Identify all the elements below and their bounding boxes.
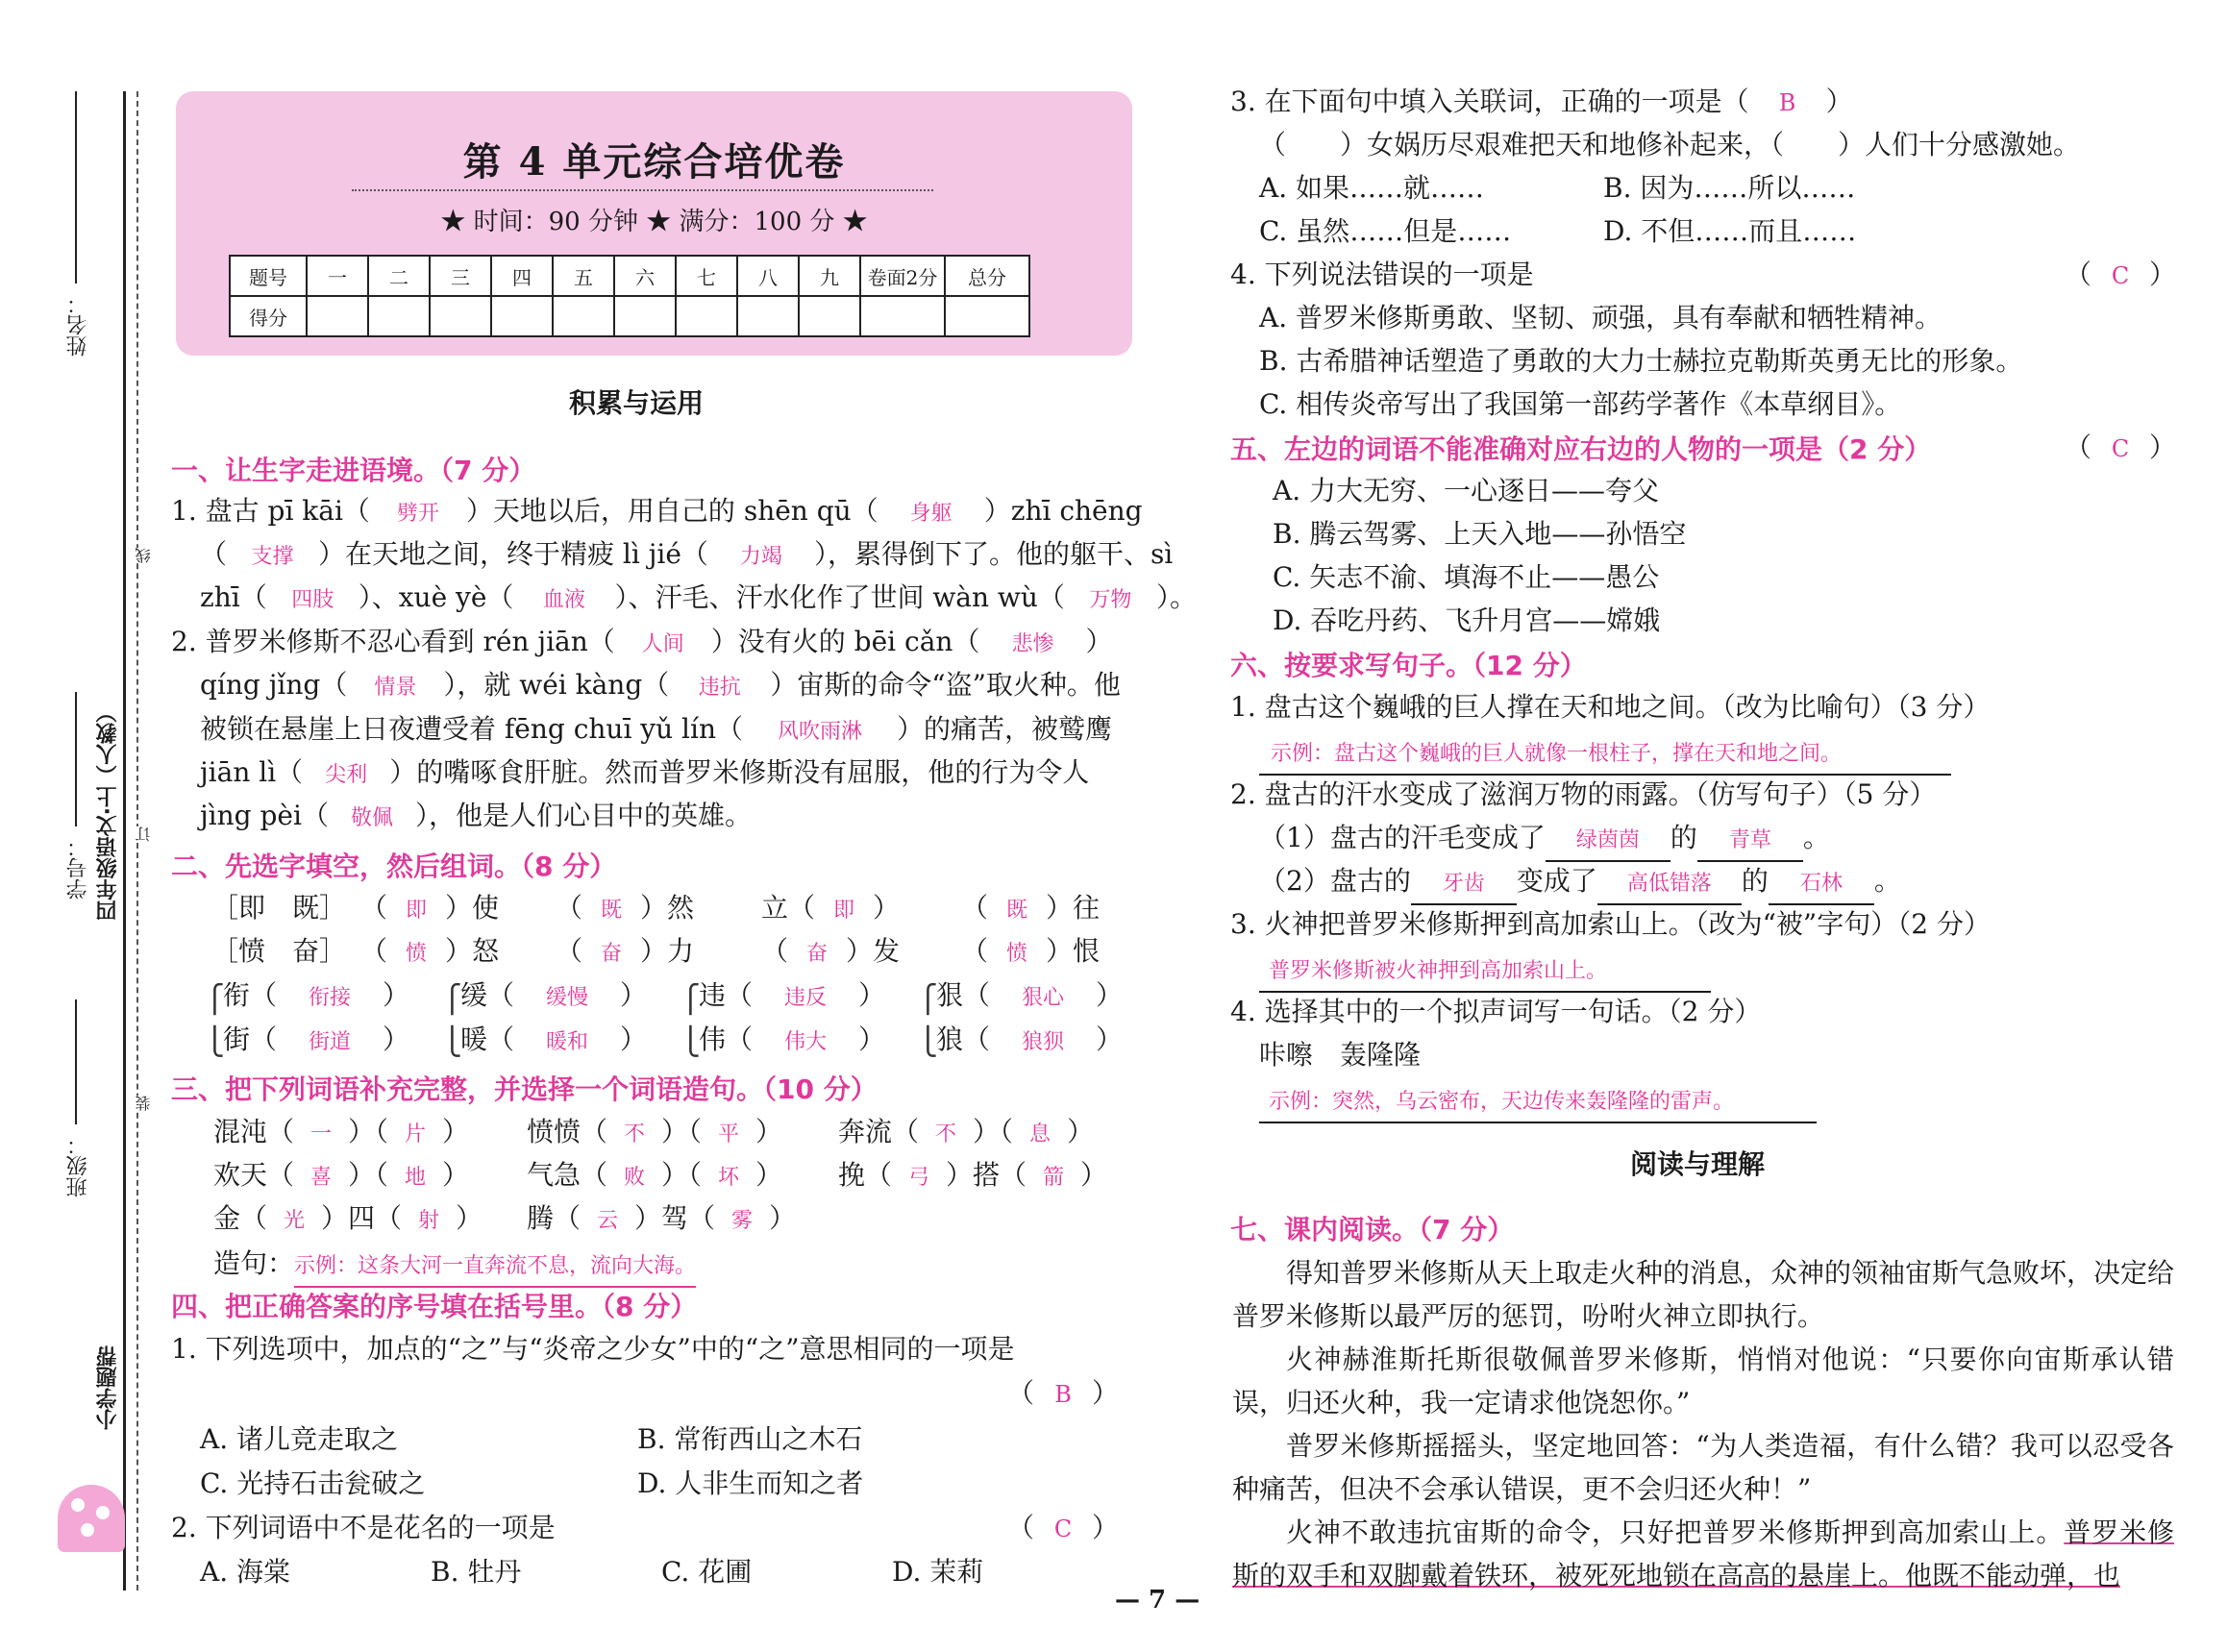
s2-row: ［愤 奋］: [211, 935, 347, 967]
section4-title: 四、把正确答案的序号填在括号里。（8 分）: [171, 1291, 698, 1322]
name-label: 姓名：: [66, 293, 90, 357]
s4-q1-answer-box: （ B ）: [1007, 1377, 1120, 1409]
section1-title: 一、让生字走进语境。（7 分）: [171, 455, 536, 486]
score-input-cell[interactable]: [614, 296, 676, 336]
s4-q1-option: B. 常衔西山之木石: [637, 1423, 863, 1455]
s2-item: （ 奋 ）力: [556, 935, 695, 967]
s4-q2-option: D. 茉莉: [892, 1556, 984, 1588]
s5-option: C. 矢志不渝、填海不止——愚公: [1273, 561, 1660, 593]
id-label: 学号：: [66, 836, 90, 900]
s2-pair: 违（ 违反 ）: [699, 979, 886, 1011]
s6-q3-answer-line: 普罗米修斯被火神押到高加索山上。: [1259, 949, 1711, 993]
s6-q3: 3. 火神把普罗米修斯押到高加索山上。（改为“被”字句）（2 分）: [1230, 908, 1991, 940]
s4-q1-option: A. 诸儿竞走取之: [200, 1423, 399, 1455]
s4-q2: 2. 下列词语中不是花名的一项是: [171, 1512, 556, 1543]
s4-q1-option: D. 人非生而知之者: [637, 1467, 864, 1499]
s2-item: （ 愤 ）恨: [961, 935, 1101, 967]
s4-q3-option: B. 因为……所以……: [1603, 172, 1856, 204]
reading-paragraph: 火神赫淮斯托斯很敬佩普罗米修斯，悄悄对他说：“只要你向宙斯承认错误，归还火种，我一定请求他饶恕你。”: [1232, 1344, 2174, 1418]
s4-q2-option: C. 花圃: [661, 1556, 753, 1588]
answer: 力竭: [739, 545, 782, 569]
s5-option: B. 腾云驾雾、上天入地——孙悟空: [1273, 518, 1687, 550]
brace-icon: ⎧ ⎩: [205, 983, 225, 1057]
score-input-cell[interactable]: [553, 296, 614, 336]
s3-item: 气急（ 败 ）（ 坏 ）: [527, 1159, 783, 1191]
s2-item: （ 既 ）往: [961, 892, 1101, 924]
s5-answer-box: （ C ）: [2065, 431, 2177, 463]
brace-icon: ⎧ ⎩: [680, 983, 701, 1057]
s1-line: qíng jǐng（ 情景 ），就 wéi kàng（ 违抗 ）宙斯的命令“盗”取火种。他: [200, 669, 1121, 701]
s6-q4-answer-line: 示例：突然，乌云密布，天边传来轰隆隆的雷声。: [1259, 1080, 1817, 1123]
title-divider: [352, 189, 933, 191]
answer: 悲惨: [1011, 632, 1054, 656]
brand-label: 小学题帮: [96, 1345, 120, 1430]
s6-q2b: （2）盘古的 牙齿 变成了 高低错落 的 石林 。: [1259, 862, 1901, 905]
score-row-label: 得分: [230, 296, 307, 336]
answer: 风吹雨淋: [777, 720, 862, 744]
s4-q1: 1. 下列选项中，加点的“之”与“炎帝之少女”中的“之”意思相同的一项是: [171, 1333, 1015, 1365]
mushroom-logo-icon: [58, 1485, 125, 1552]
s2-pair: 狠（ 狠心 ）: [936, 979, 1124, 1011]
answer: 劈开: [396, 502, 439, 526]
s4-q3: 3. 在下面句中填入关联词，正确的一项是（ B ）: [1230, 86, 1853, 117]
class-field[interactable]: [75, 999, 77, 1124]
s2-pair: 伟（ 伟大 ）: [699, 1023, 886, 1055]
score-cell: 卷面2分: [860, 256, 945, 296]
underlined-sentence: 普罗米修斯的双手和双脚戴着铁环，被死死地锁在高高的悬崖上。他既不能动弹，也: [1232, 1516, 2174, 1591]
cut-mark-fold: 装: [135, 1096, 153, 1111]
answer: 敬佩: [350, 806, 393, 830]
answer: 血液: [542, 588, 585, 612]
s4-q2-option: B. 牡丹: [431, 1556, 522, 1588]
s4-q4-option: C. 相传炎帝写出了我国第一部药学著作《本草纲目》。: [1259, 388, 1902, 420]
s1-line: （ 支撑 ）在天地之间，终于精疲 lì jié（ 力竭 ），累得倒下了。他的躯干、sì: [200, 538, 1174, 570]
s1-line: jiān lì（ 尖利 ）的嘴啄食肝脏。然而普罗米修斯没有屈服，他的行为令人: [200, 756, 1090, 788]
score-cell: 九: [799, 256, 860, 296]
page-number: — 7 —: [1115, 1586, 1200, 1615]
s4-q3-option: C. 虽然……但是……: [1259, 215, 1512, 247]
s4-q2-answer-box: （ C ）: [1007, 1512, 1120, 1543]
section3-title: 三、把下列词语补充完整，并选择一个词语造句。（10 分）: [171, 1073, 878, 1105]
s4-q3-sentence: （ ）女娲历尽艰难把天和地修补起来，（ ）人们十分感激她。: [1259, 129, 2081, 160]
score-cell: 七: [676, 256, 737, 296]
score-table-score-row: [230, 296, 1029, 336]
section2-title: 二、先选字填空，然后组词。（8 分）: [171, 851, 617, 882]
cut-mark-bind: 订: [135, 826, 153, 842]
score-cell: 二: [368, 256, 430, 296]
score-input-cell[interactable]: [676, 296, 737, 336]
score-cell: 六: [614, 256, 676, 296]
answer: 情景: [374, 676, 417, 700]
header-box: [176, 91, 1132, 356]
s4-q1-option: C. 光持石击瓮破之: [200, 1467, 426, 1499]
brace-icon: ⎧ ⎩: [918, 983, 938, 1057]
s2-pair: 狼（ 狼狈 ）: [936, 1023, 1124, 1055]
page-subtitle: ★ 时间：90 分钟 ★ 满分：100 分 ★: [440, 208, 868, 236]
score-input-cell[interactable]: [737, 296, 799, 336]
s3-item: 腾（ 云 ）驾（ 雾 ）: [527, 1202, 797, 1234]
score-input-cell[interactable]: [860, 296, 945, 336]
score-input-cell[interactable]: [430, 296, 491, 336]
s6-q4-words: 咔嚓 轰隆隆: [1259, 1039, 1422, 1071]
s2-item: （ 即 ）使: [360, 892, 500, 924]
s2-pair: 街（ 街道 ）: [223, 1023, 410, 1055]
reading-paragraph: 普罗米修斯摇摇头，坚定地回答：“为人类造福，有什么错？我可以忍受各种痛苦，但决不会承认错误，更不会归还火种！”: [1232, 1430, 2174, 1505]
s3-item: 挽（ 弓 ）搭（ 箭 ）: [838, 1159, 1108, 1191]
s3-item: 欢天（ 喜 ）（ 地 ）: [213, 1159, 470, 1191]
score-input-cell[interactable]: [368, 296, 430, 336]
s5-option: A. 力大无穷、一心逐日——夸父: [1273, 475, 1660, 506]
s3-item: 奔流（ 不 ）（ 息 ）: [838, 1116, 1095, 1147]
score-input-cell[interactable]: [491, 296, 553, 336]
score-input-cell[interactable]: [307, 296, 368, 336]
s1-line: 被锁在悬崖上日夜遭受着 fēng chuī yǔ lín（ 风吹雨淋 ）的痛苦，被鹫鹰: [200, 713, 1113, 745]
score-cell: 总分: [945, 256, 1029, 296]
s2-pair: 缓（ 缓慢 ）: [460, 979, 648, 1011]
sentence-answer: 示例：这条大河一直奔流不息，流向大海。: [294, 1254, 697, 1278]
name-field[interactable]: [75, 91, 77, 284]
score-table: [229, 255, 1030, 337]
section7-title: 七、课内阅读。（7 分）: [1230, 1214, 1515, 1245]
s1-line: 1. 盘古 pī kāi（ 劈开 ）天地以后，用自己的 shēn qū（ 身躯 ）zhī chēng: [171, 495, 1143, 527]
cut-mark-line: 线: [135, 548, 153, 563]
s5-option: D. 吞吃丹药、飞升月宫——嫦娥: [1273, 604, 1661, 636]
answer: 违抗: [698, 676, 741, 700]
s6-q1: 1. 盘古这个巍峨的巨人撑在天和地之间。（改为比喻句）（3 分）: [1230, 691, 1991, 723]
score-input-cell[interactable]: [945, 296, 1029, 336]
s2-pair: 衔（ 衔接 ）: [223, 979, 410, 1011]
brace-icon: ⎧ ⎩: [442, 983, 462, 1057]
score-cell: 一: [307, 256, 368, 296]
section5-title: 五、左边的词语不能准确对应右边的人物的一项是（2 分）: [1230, 433, 1932, 465]
answer: 人间: [641, 632, 684, 656]
s3-item: 愤愤（ 不 ）（ 平 ）: [527, 1116, 783, 1147]
s4-q3-option: A. 如果……就……: [1259, 172, 1485, 204]
answer: 四肢: [291, 588, 334, 612]
reading-paragraph: 火神不敢违抗宙斯的命令，只好把普罗米修斯押到高加索山上。普罗米修斯的双手和双脚戴着铁环，被死死地锁在高高的悬崖上。他既不能动弹，也: [1232, 1516, 2174, 1591]
s2-pair: 暖（ 暖和 ）: [460, 1023, 648, 1055]
s4-q4-option: A. 普罗米修斯勇敢、坚韧、顽强，具有奉献和牺牲精神。: [1259, 302, 1942, 333]
s6-q1-answer-line: 示例：盘古这个巍峨的巨人就像一根柱子，撑在天和地之间。: [1259, 732, 1951, 776]
s3-item: 混沌（ 一 ）（ 片 ）: [213, 1116, 470, 1147]
score-input-cell[interactable]: [799, 296, 860, 336]
s1-line: zhī（ 四肢 ）、xuè yè（ 血液 ）、汗毛、汗水化作了世间 wàn wù（ 万物 ）。: [200, 581, 1197, 613]
page-title: 第 4 单元综合培优卷: [462, 139, 846, 185]
score-cell: 五: [553, 256, 614, 296]
score-cell: 八: [737, 256, 799, 296]
s4-q4-option: B. 古希腊神话塑造了勇敢的大力士赫拉克勒斯英勇无比的形象。: [1259, 345, 2023, 377]
s6-q2a: （1）盘古的汗毛变成了 绿茵茵 的 青草 。: [1259, 819, 1830, 862]
section6-title: 六、按要求写句子。（12 分）: [1230, 650, 1587, 681]
grade-label: 四年级语文·上（人教）: [96, 702, 120, 922]
reading-passage: [1232, 1251, 2174, 1597]
s2-item: （ 奋 ）发: [761, 935, 901, 967]
answer: 尖利: [325, 763, 368, 787]
s4-q4: 4. 下列说法错误的一项是: [1230, 259, 1534, 290]
s3-sentence: 造句：示例：这条大河一直奔流不息，流向大海。: [213, 1245, 696, 1288]
score-cell: 四: [491, 256, 553, 296]
s1-line: jìng pèi（ 敬佩 ），他是人们心目中的英雄。: [200, 800, 752, 831]
s1-line: 2. 普罗米修斯不忍心看到 rén jiān（ 人间 ）没有火的 bēi cǎn（ 悲惨 ）: [171, 626, 1113, 657]
part2-heading: 阅读与理解: [1630, 1148, 1766, 1180]
s2-item: （ 愤 ）怒: [360, 935, 500, 967]
reading-paragraph: 得知普罗米修斯从天上取走火种的消息，众神的领袖宙斯气急败坏，决定给普罗米修斯以最严厉的惩罚，吩咐火神立即执行。: [1232, 1257, 2175, 1332]
s2-item: （ 既 ）然: [556, 892, 695, 924]
s4-q2-option: A. 海棠: [200, 1556, 291, 1588]
class-label: 班级：: [66, 1134, 90, 1197]
s2-row: ［即 既］: [211, 892, 347, 924]
s4-q4-answer-box: （ C ）: [2065, 259, 2177, 290]
answer: 支撑: [251, 545, 294, 569]
binding-solid-line: [123, 91, 126, 1590]
part1-heading: 积累与运用: [569, 387, 705, 419]
s4-q3-option: D. 不但……而且……: [1603, 215, 1857, 247]
answer: 万物: [1089, 588, 1132, 612]
s2-item: 立（ 即 ）: [761, 892, 901, 924]
answer: 身躯: [909, 502, 953, 526]
s3-item: 金（ 光 ）四（ 射 ）: [213, 1202, 483, 1234]
s6-q4: 4. 选择其中的一个拟声词写一句话。（2 分）: [1230, 996, 1762, 1027]
score-cell: 题号: [230, 256, 307, 296]
s6-q2: 2. 盘古的汗水变成了滋润万物的雨露。（仿写句子）（5 分）: [1230, 778, 1937, 810]
score-table-header-row: [230, 256, 1029, 296]
id-field[interactable]: [75, 692, 77, 826]
score-cell: 三: [430, 256, 491, 296]
